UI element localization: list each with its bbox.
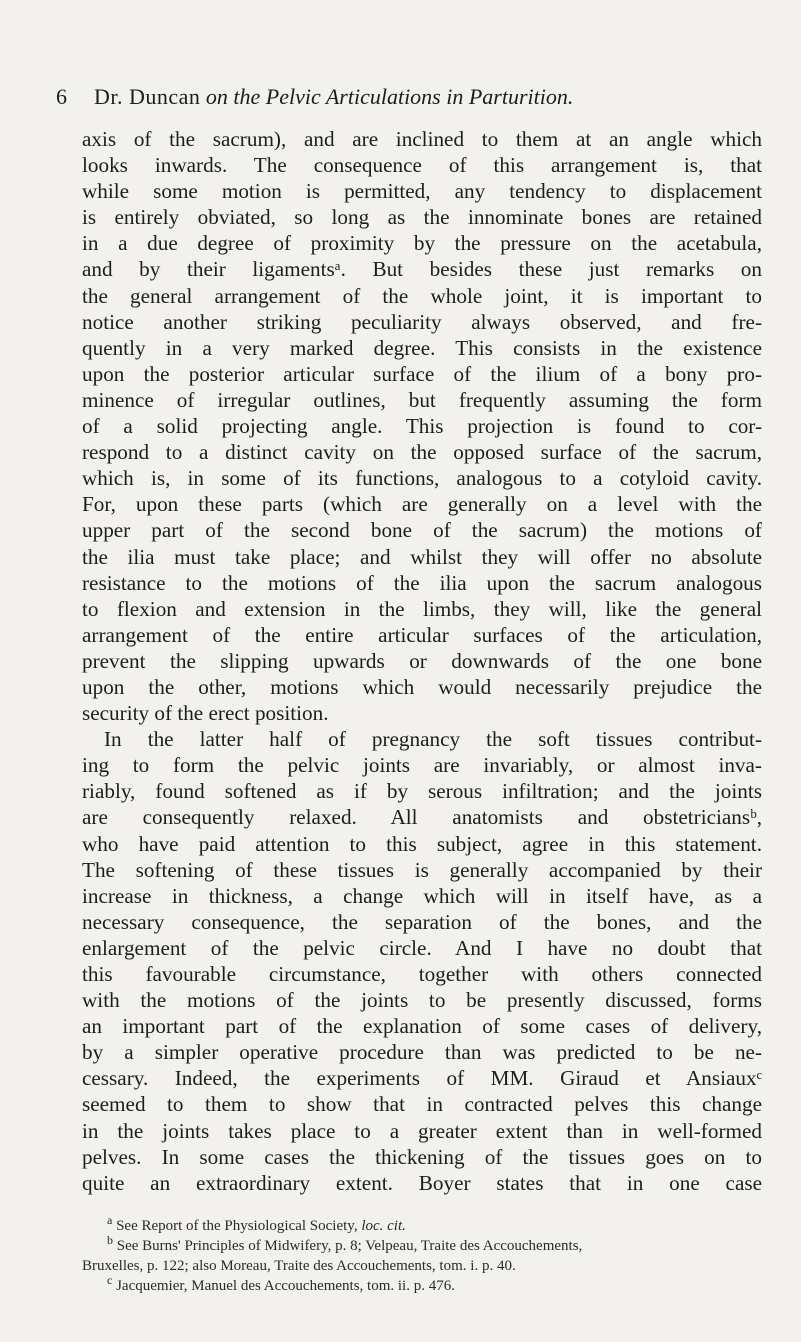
text-line: and by their ligamentsᵃ. But besides these just remarks on <box>82 257 762 282</box>
text-line: ing to form the pelvic joints are invariably, or almost inva- <box>82 753 762 778</box>
header-subject: on the Pelvic Articulations in Parturition. <box>205 84 574 109</box>
footnote-b <box>82 1233 762 1256</box>
text-line: security of the erect position. <box>82 701 329 726</box>
text-line: this favourable circumstance, together with others connected <box>82 962 762 986</box>
text-line: notice another striking peculiarity always observed, and fre- <box>82 309 762 334</box>
text-line: is entirely obviated, so long as the innominate bones are retained <box>82 205 762 230</box>
text-line: pelves. In some cases the thickening of the tissues goes on to <box>82 1144 762 1169</box>
footnote-mark: b <box>107 1233 113 1247</box>
text-line: by a simpler operative procedure than was predicted to be ne- <box>82 1040 762 1065</box>
text-line: resistance to the motions of the ilia upon the sacrum analogous <box>82 570 762 595</box>
running-header <box>56 84 746 110</box>
text-line: For, upon these parts (which are generally on a level with the <box>82 492 762 517</box>
text-line: The softening of these tissues is generally accompanied by their <box>82 857 762 882</box>
text-line: the ilia must take place; and whilst they will offer no absolute <box>82 544 762 569</box>
text-line: increase in thickness, a change which will in itself have, as a <box>82 883 762 908</box>
footnote-ref: loc. cit. <box>361 1218 406 1234</box>
text-line: respond to a distinct cavity on the opposed surface of the sacrum, <box>82 440 762 465</box>
footnote-mark: c <box>107 1273 113 1287</box>
footnote-a <box>82 1213 762 1236</box>
body-text <box>82 126 762 1196</box>
text-line: with the motions of the joints to be presently discussed, forms <box>82 988 762 1013</box>
text-line: cessary. Indeed, the experiments of MM. Giraud et Ansiauxᶜ <box>82 1066 762 1091</box>
text-line: quite an extraordinary extent. Boyer states that in one case <box>82 1170 762 1195</box>
text-line: enlargement of the pelvic circle. And I have no doubt that <box>82 935 762 960</box>
footnote-b-continued: Bruxelles, p. 122; also Moreau, Traite des Accouchements, tom. i. p. 40. <box>82 1258 516 1274</box>
text-line: quently in a very marked degree. This consists in the existence <box>82 335 762 360</box>
text-line: in a due degree of proximity by the pressure on the acetabula, <box>82 231 762 256</box>
text-line: In the latter half of pregnancy the soft tissues contribut- <box>104 727 762 752</box>
text-line: looks inwards. The consequence of this arrangement is, that <box>82 153 762 178</box>
text-line: seemed to them to show that in contracted pelves this change <box>82 1092 762 1117</box>
text-line: of a solid projecting angle. This projection is found to cor- <box>82 414 762 439</box>
text-line: riably, found softened as if by serous infiltration; and the joints <box>82 779 762 804</box>
text-line: while some motion is permitted, any tendency to displacement <box>82 179 762 204</box>
text-line: to flexion and extension in the limbs, they will, like the general <box>82 596 762 621</box>
text-line: who have paid attention to this subject, agree in this statement. <box>82 831 762 856</box>
text-line: which is, in some of its functions, analogous to a cotyloid cavity. <box>82 466 762 491</box>
footnote-c <box>82 1273 762 1296</box>
text-line: upon the posterior articular surface of the ilium of a bony pro- <box>82 361 762 386</box>
text-line: are consequently relaxed. All anatomists and obstetriciansᵇ, <box>82 805 762 830</box>
text-line: arrangement of the entire articular surfaces of the articulation, <box>82 622 762 647</box>
text-line: in the joints takes place to a greater extent than in well-formed <box>82 1118 762 1143</box>
footnote-mark: a <box>107 1213 113 1227</box>
text-line: upper part of the second bone of the sacrum) the motions of <box>82 518 762 543</box>
text-line: necessary consequence, the separation of the bones, and the <box>82 909 762 934</box>
text-line: an important part of the explanation of some cases of delivery, <box>82 1014 762 1039</box>
footnote-text: See Report of the Physiological Society, <box>116 1218 358 1234</box>
text-line: the general arrangement of the whole joint, it is important to <box>82 283 762 308</box>
footnotes <box>82 1213 762 1296</box>
page-number: 6 <box>56 84 67 109</box>
header-author: Dr. Duncan <box>94 84 201 109</box>
footnote-text: Jacquemier, Manuel des Accouchements, tom. ii. p. 476. <box>116 1278 455 1294</box>
text-line: axis of the sacrum), and are inclined to them at an angle which <box>82 127 762 151</box>
text-line: prevent the slipping upwards or downwards of the one bone <box>82 648 762 673</box>
footnote-text: See Burns' Principles of Midwifery, p. 8; Velpeau, Traite des Accouchements, <box>116 1238 583 1254</box>
text-line: minence of irregular outlines, but frequently assuming the form <box>82 387 762 412</box>
text-line: upon the other, motions which would necessarily prejudice the <box>82 674 762 699</box>
